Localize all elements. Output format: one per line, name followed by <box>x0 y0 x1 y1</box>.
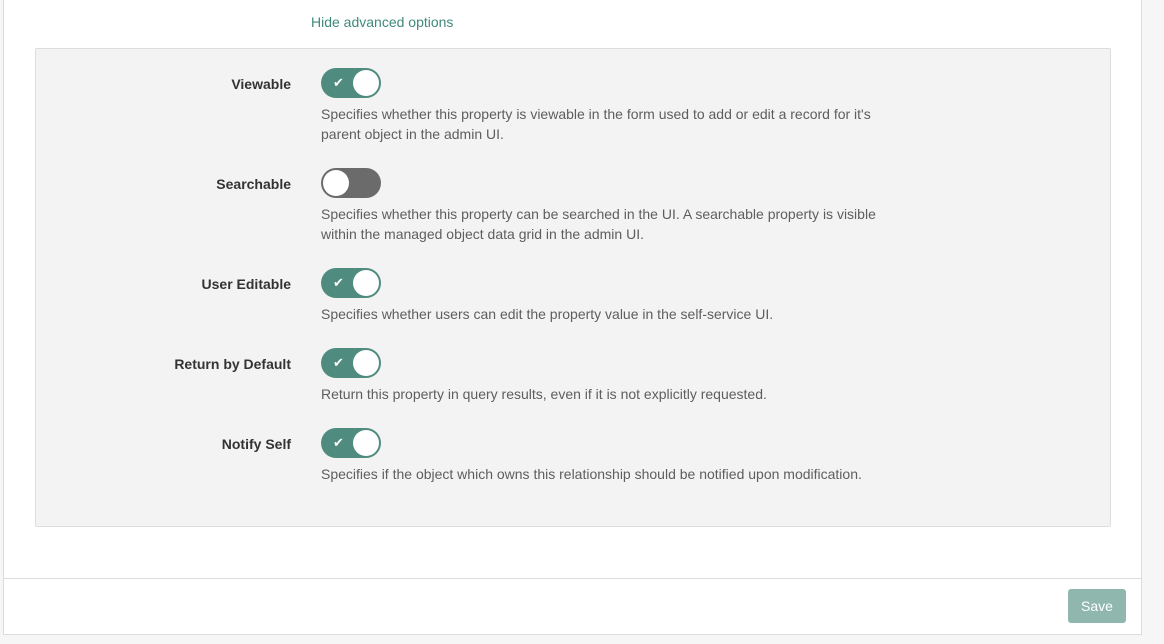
option-description: Return this property in query results, even if it is not explicitly requested. <box>321 386 767 402</box>
check-icon: ✔ <box>333 75 344 90</box>
option-description: Specifies if the object which owns this relationship should be notified upon modification. <box>321 466 862 482</box>
check-icon: ✔ <box>333 275 344 290</box>
option-description: Specifies whether users can edit the property value in the self-service UI. <box>321 306 774 322</box>
option-label: Notify Self <box>221 436 291 452</box>
option-label: Searchable <box>216 176 291 192</box>
toggle-knob <box>353 430 379 456</box>
option-description: Specifies whether this property can be searched in the UI. A searchable property is visible within the managed object data grid in the admin UI. <box>321 206 876 242</box>
toggle-knob <box>353 70 379 96</box>
option-label: User Editable <box>201 276 291 292</box>
viewable-toggle[interactable] <box>321 68 381 98</box>
option-label: Viewable <box>231 76 291 92</box>
return-by-default-toggle[interactable] <box>321 348 381 378</box>
user-editable-toggle[interactable] <box>321 268 381 298</box>
save-button[interactable]: Save <box>1068 589 1126 623</box>
searchable-toggle[interactable] <box>321 168 381 198</box>
footer-divider <box>4 578 1141 579</box>
check-icon: ✔ <box>333 435 344 450</box>
advanced-options-card <box>3 0 1142 635</box>
hide-advanced-options-link[interactable]: Hide advanced options <box>311 14 454 30</box>
toggle-knob <box>353 270 379 296</box>
advanced-options-panel <box>35 48 1111 527</box>
option-description: Specifies whether this property is viewable in the form used to add or edit a record for it's parent object in the admin UI. <box>321 106 871 142</box>
check-icon: ✔ <box>333 355 344 370</box>
option-label: Return by Default <box>174 356 291 372</box>
notify-self-toggle[interactable] <box>321 428 381 458</box>
toggle-knob <box>323 170 349 196</box>
toggle-knob <box>353 350 379 376</box>
